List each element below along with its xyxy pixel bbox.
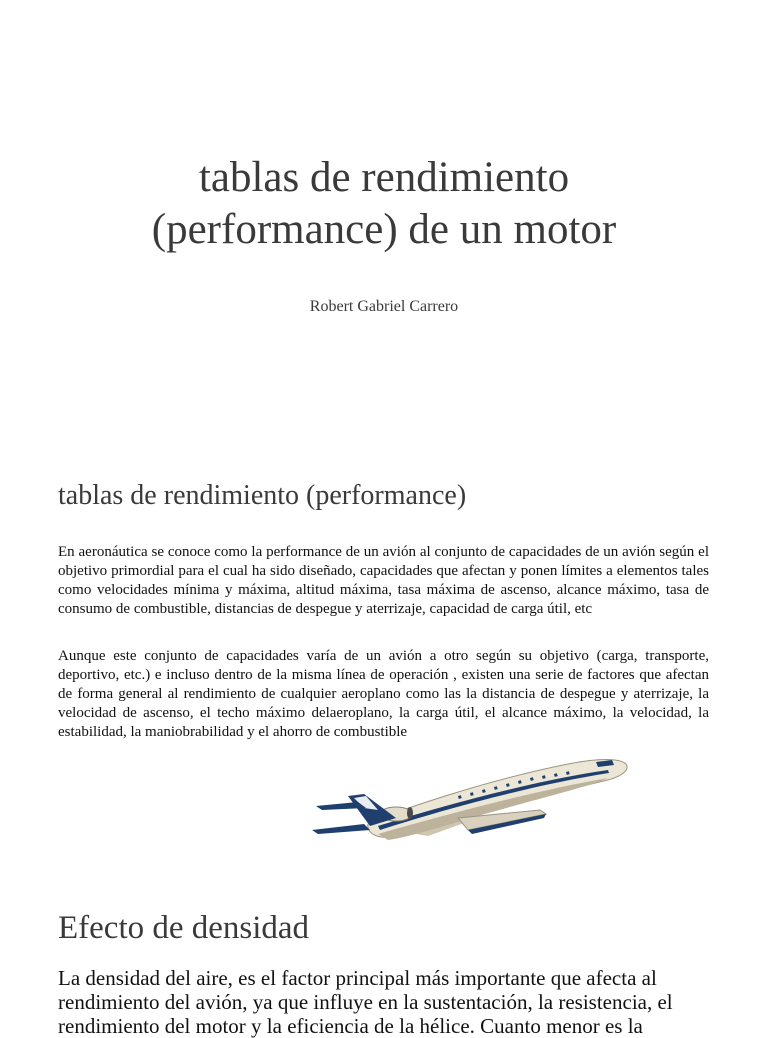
author-name: Robert Gabriel Carrero — [309, 298, 459, 315]
document-title-line-1: tablas de rendimiento — [198, 154, 570, 201]
paragraph-density-effect: La densidad del aire, es el factor principal más importante que afecta al rendimiento del avión, ya que influye en la sustentación, la resistencia, el rendimiento del motor y la eficiencia de la hélice. Cuanto menor es la — [58, 966, 673, 1038]
airplane-icon — [308, 748, 634, 854]
section-heading-performance: tablas de rendimiento (performance) — [58, 480, 467, 511]
document-title-line-2: (performance) de un motor — [151, 206, 617, 253]
paragraph-performance-definition: En aeronáutica se conoce como la performance de un avión al conjunto de capacidades de un avión según el objetivo primordial para el cual ha sido diseñado, capacidades que afectan y ponen límites a elementos tales como velocidades mínima y máxima, altitud máxima, tasa máxima de ascenso, alcance máximo, tasa de consumo de combustible, distancias de despegue y aterrizaje, capacidad de carga útil, etc — [58, 544, 709, 617]
document-title — [0, 152, 768, 256]
paragraph-performance-factors: Aunque este conjunto de capacidades varía de un avión a otro según su objetivo (carga, transporte, deportivo, etc.) e incluso dentro de la misma línea de operación , existen una serie de factores que afectan de forma general al rendimiento de cualquier aeroplano como las la distancia de despegue y aterrizaje, la velocidad de ascenso, el techo máximo delaeroplano, la carga útil, el alcance máximo, la velocidad, la estabilidad, la maniobrabilidad y el ahorro de combustible — [58, 648, 709, 740]
section-heading-density: Efecto de densidad — [58, 910, 310, 946]
